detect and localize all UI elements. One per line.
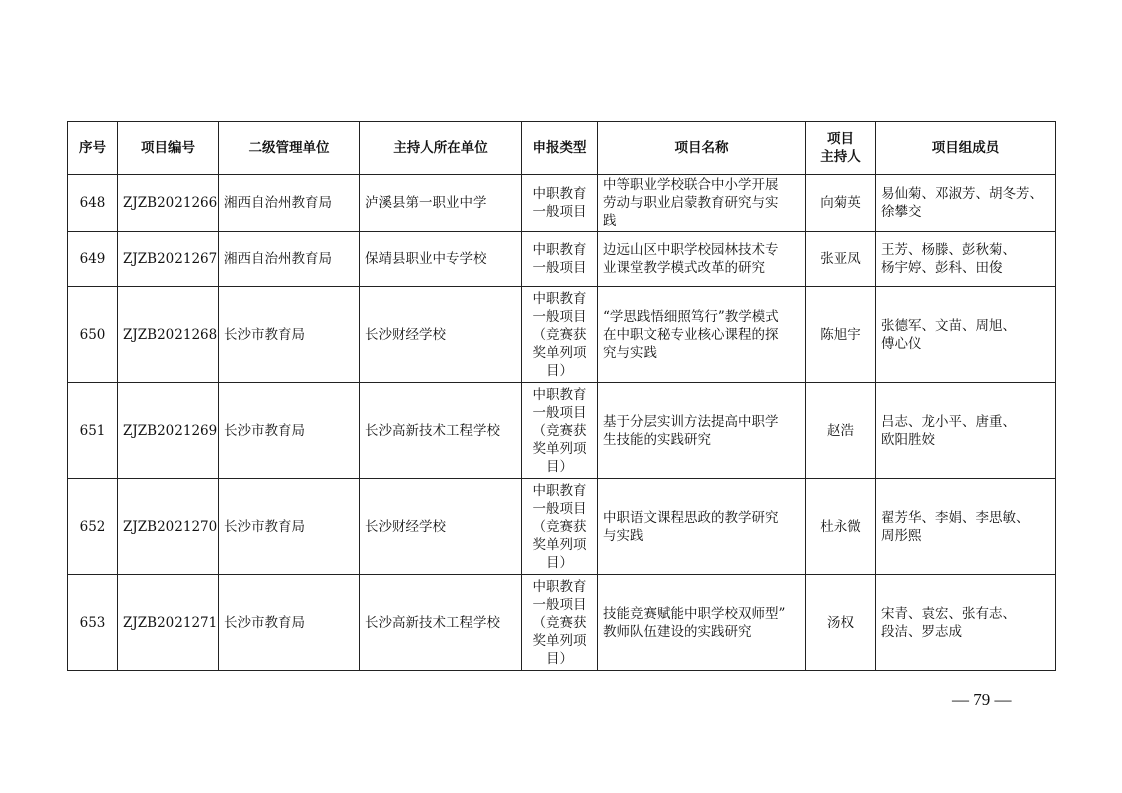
name-line: 中职语文课程思政的教学研究 xyxy=(603,509,779,526)
table-row xyxy=(68,383,1056,479)
header-host-unit: 主持人所在单位 xyxy=(360,122,522,175)
member-line: 翟芳华、李娟、李思敏、 xyxy=(881,509,1030,526)
type-line: 目） xyxy=(546,458,573,475)
table-row xyxy=(68,575,1056,671)
header-host-line1: 项目 xyxy=(827,131,854,147)
cell-host-unit: 长沙财经学校 xyxy=(360,287,522,383)
name-line: 究与实践 xyxy=(603,344,657,361)
member-line: 张德军、文苗、周旭、 xyxy=(881,317,1016,334)
cell-project-name xyxy=(598,575,806,671)
cell-host: 陈旭宇 xyxy=(806,287,876,383)
type-line: （竞赛获 xyxy=(532,518,587,535)
type-line: 一般项目 xyxy=(532,404,587,421)
header-host xyxy=(806,122,876,175)
name-line: “学思践悟细照笃行”教学模式 xyxy=(603,308,779,325)
cell-type xyxy=(522,575,598,671)
cell-seq: 648 xyxy=(68,175,118,232)
cell-admin-unit: 长沙市教育局 xyxy=(219,575,360,671)
type-line: 中职教育 xyxy=(532,578,587,595)
cell-code: ZJZB2021266 xyxy=(118,175,219,232)
name-line: 技能竞赛赋能中职学校双师型” xyxy=(603,605,786,622)
type-line: 目） xyxy=(546,650,573,667)
member-line: 周彤熙 xyxy=(881,527,922,544)
cell-host: 赵浩 xyxy=(806,383,876,479)
name-line: 与实践 xyxy=(603,527,644,544)
type-line: 奖单列项 xyxy=(532,536,587,553)
cell-host: 张亚凤 xyxy=(806,232,876,287)
header-type: 申报类型 xyxy=(522,122,598,175)
member-line: 段洁、罗志成 xyxy=(881,623,962,640)
cell-host: 向菊英 xyxy=(806,175,876,232)
cell-host-unit: 长沙高新技术工程学校 xyxy=(360,575,522,671)
cell-host: 汤权 xyxy=(806,575,876,671)
type-line: 目） xyxy=(546,554,573,571)
type-line: 奖单列项 xyxy=(532,632,587,649)
cell-host-unit: 长沙高新技术工程学校 xyxy=(360,383,522,479)
type-line: 中职教育 xyxy=(532,482,587,499)
member-line: 王芳、杨滕、彭秋菊、 xyxy=(881,242,1016,258)
cell-code: ZJZB2021270 xyxy=(118,479,219,575)
member-line: 欧阳胜姣 xyxy=(881,431,935,448)
cell-admin-unit: 长沙市教育局 xyxy=(219,383,360,479)
cell-members xyxy=(876,287,1056,383)
cell-seq: 649 xyxy=(68,232,118,287)
member-line: 吕志、龙小平、唐重、 xyxy=(881,413,1016,430)
table-row xyxy=(68,479,1056,575)
cell-host-unit: 长沙财经学校 xyxy=(360,479,522,575)
table-row xyxy=(68,175,1056,232)
type-line: 中职教育 xyxy=(532,242,587,258)
header-row xyxy=(68,122,1056,175)
name-line: 边远山区中职学校园林技术专 xyxy=(603,242,779,258)
type-line: （竞赛获 xyxy=(532,326,587,343)
cell-project-name xyxy=(598,287,806,383)
name-line: 教师队伍建设的实践研究 xyxy=(603,623,752,640)
cell-seq: 651 xyxy=(68,383,118,479)
cell-admin-unit: 长沙市教育局 xyxy=(219,479,360,575)
name-line: 基于分层实训方法提高中职学 xyxy=(603,413,779,430)
cell-members xyxy=(876,175,1056,232)
member-line: 徐攀交 xyxy=(881,204,922,220)
cell-members xyxy=(876,232,1056,287)
header-admin-unit: 二级管理单位 xyxy=(219,122,360,175)
type-line: 一般项目 xyxy=(532,260,587,276)
cell-project-name xyxy=(598,232,806,287)
name-line: 在中职文秘专业核心课程的探 xyxy=(603,326,779,343)
project-table xyxy=(67,121,1056,671)
cell-host-unit: 泸溪县第一职业中学 xyxy=(360,175,522,232)
type-line: 一般项目 xyxy=(532,308,587,325)
type-line: 中职教育 xyxy=(532,386,587,403)
header-code: 项目编号 xyxy=(118,122,219,175)
cell-type xyxy=(522,383,598,479)
header-project-name: 项目名称 xyxy=(598,122,806,175)
name-line: 业课堂教学模式改革的研究 xyxy=(603,260,765,276)
type-line: 一般项目 xyxy=(532,596,587,613)
cell-type xyxy=(522,175,598,232)
name-line: 践 xyxy=(603,213,617,229)
type-line: 目） xyxy=(546,362,573,379)
cell-code: ZJZB2021271 xyxy=(118,575,219,671)
name-line: 劳动与职业启蒙教育研究与实 xyxy=(603,195,779,211)
cell-project-name xyxy=(598,175,806,232)
cell-code: ZJZB2021267 xyxy=(118,232,219,287)
table-row xyxy=(68,232,1056,287)
type-line: （竞赛获 xyxy=(532,422,587,439)
member-line: 宋青、袁宏、张有志、 xyxy=(881,605,1016,622)
cell-code: ZJZB2021268 xyxy=(118,287,219,383)
type-line: 中职教育 xyxy=(532,186,587,202)
cell-admin-unit: 长沙市教育局 xyxy=(219,287,360,383)
cell-code: ZJZB2021269 xyxy=(118,383,219,479)
header-members: 项目组成员 xyxy=(876,122,1056,175)
cell-admin-unit: 湘西自治州教育局 xyxy=(219,232,360,287)
name-line: 生技能的实践研究 xyxy=(603,431,711,448)
cell-seq: 652 xyxy=(68,479,118,575)
header-host-line2: 主持人 xyxy=(820,149,861,165)
name-line: 中等职业学校联合中小学开展 xyxy=(603,177,779,193)
type-line: 奖单列项 xyxy=(532,440,587,457)
cell-type xyxy=(522,232,598,287)
member-line: 易仙菊、邓淑芳、胡冬芳、 xyxy=(881,186,1043,202)
header-seq: 序号 xyxy=(68,122,118,175)
type-line: 一般项目 xyxy=(532,500,587,517)
cell-type xyxy=(522,479,598,575)
cell-members xyxy=(876,383,1056,479)
cell-project-name xyxy=(598,383,806,479)
page-number: — 79 — xyxy=(952,690,1012,709)
cell-host-unit: 保靖县职业中专学校 xyxy=(360,232,522,287)
type-line: （竞赛获 xyxy=(532,614,587,631)
cell-members xyxy=(876,575,1056,671)
cell-type xyxy=(522,287,598,383)
cell-host: 杜永微 xyxy=(806,479,876,575)
cell-members xyxy=(876,479,1056,575)
cell-seq: 650 xyxy=(68,287,118,383)
type-line: 一般项目 xyxy=(532,204,587,220)
member-line: 杨宇婷、彭科、田俊 xyxy=(881,260,1003,276)
cell-admin-unit: 湘西自治州教育局 xyxy=(219,175,360,232)
cell-project-name xyxy=(598,479,806,575)
type-line: 奖单列项 xyxy=(532,344,587,361)
member-line: 傅心仪 xyxy=(881,335,922,352)
table-row xyxy=(68,287,1056,383)
cell-seq: 653 xyxy=(68,575,118,671)
type-line: 中职教育 xyxy=(532,290,587,307)
